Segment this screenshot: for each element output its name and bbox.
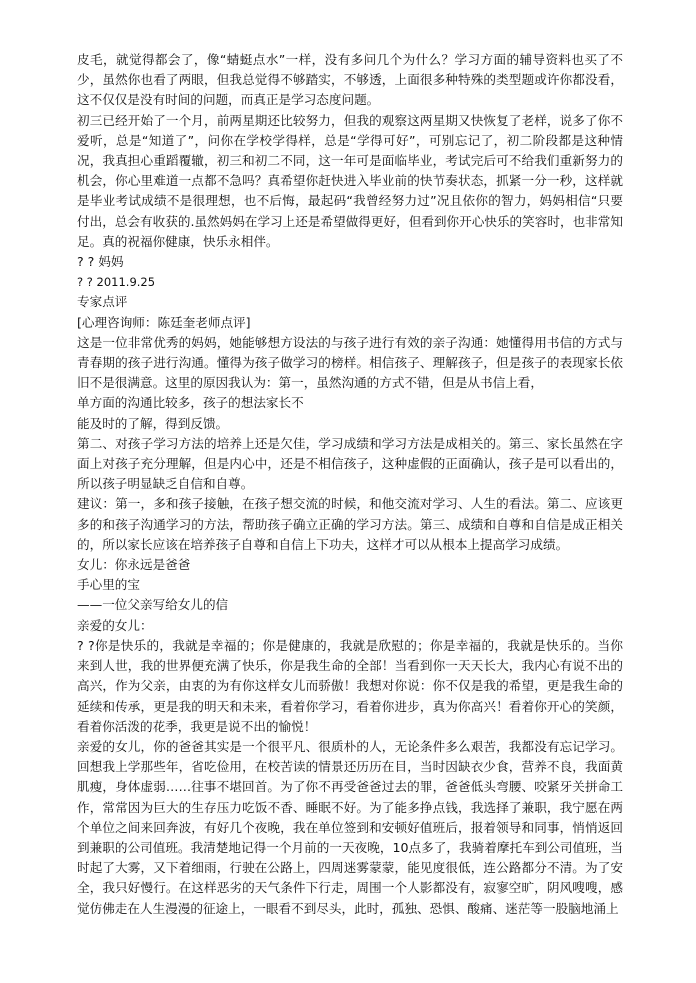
letter-title-line-1: 女儿：你永远是爸爸 <box>77 557 191 573</box>
expert-comment-heading: 专家点评 <box>77 294 128 310</box>
paragraph-father-joy: ? ?你是快乐的，我就是幸福的；你是健康的，我就是欣慰的；你是幸福的，我就是快乐的。当你来到人世，我的世界便充满了快乐，你是我生命的全部！当看到你一天天长大，我内心有说不出的高兴，作为父亲，由衷的为有你这样女儿而骄傲！我想对你说：你不仅是我的希望，更是我生命的延续和传承，更是我的明天和未来，看着你学习，看着你进步，真为你高兴！看着你开心的笑颜，看着你活泼的花季，我更是说不出的愉悦！ <box>77 637 623 734</box>
paragraph-comment-intro: 这是一位非常优秀的妈妈，她能够想方设法的与孩子进行有效的亲子沟通：她懂得用书信的方式与青春期的孩子进行沟通。懂得为孩子做学习的榜样。相信孩子、理解孩子，但是孩子的表现家长依旧不是很满意。这里的原因我认为：第一，虽然沟通的方式不错，但是从书信上看， <box>77 334 623 391</box>
paragraph-junior-three: 初三已经开始了一个月，前两星期还比较努力，但我的观察这两星期又快恢复了老样，说多了你不爱听，总是“知道了”，问你在学校学得样，总是“学得可好”，可别忘记了，初二阶段都是这种情况，我真担心重蹈覆辙，初三和初二不同，这一年可是面临毕业，考试完后可不给我们重新努力的机会，你心里难道一点都不急吗？真希望你赶快进入毕业前的快节奏状态，抓紧一分一秒，这样就是毕业考试成绩不是很理想，也不后悔，最起码“我曾经努力过”况且依你的智力，妈妈相信“只要付出，总会有收获的.虽然妈妈在学习上还是希望做得更好，但看到你开心快乐的笑容时，也非常知足。真的祝福你健康，快乐永相伴。 <box>77 112 623 249</box>
counselor-label: [心理咨询师：陈廷奎老师点评] <box>77 314 251 330</box>
letter-date: ? ? 2011.9.25 <box>77 275 156 290</box>
paragraph-suggestions: 建议：第一，多和孩子接触，在孩子想交流的时候，和他交流对学习、人生的看法。第二、应该更多的和孩子沟通学习的方法，帮助孩子确立正确的学习方法。第三、成绩和自尊和自信是成正相关的，所以家长应该在培养孩子自尊和自信上下功夫，这样才可以从根本上提高学习成绩。 <box>77 496 623 552</box>
paragraph-feedback: 能及时的了解，得到反馈。 <box>77 415 229 431</box>
paragraph-one-sided: 单方面的沟通比较多，孩子的想法家长不 <box>77 395 304 411</box>
signature-mother: ? ? 妈妈 <box>77 254 124 270</box>
paragraph-second-third-points: 第二、对孩子学习方法的培养上还是欠佳，学习成绩和学习方法是成相关的。第三、家长虽然在字面上对孩子充分理解，但是内心中，还是不相信孩子，这种虚假的正面确认，孩子是可以看出的，所以孩子明显缺乏自信和自尊。 <box>77 435 623 492</box>
document-page <box>77 50 623 919</box>
letter-subtitle: ——一位父亲写给女儿的信 <box>77 597 229 613</box>
paragraph-father-story: 亲爱的女儿，你的爸爸其实是一个很平凡、很质朴的人，无论条件多么艰苦，我都没有忘记学习。回想我上学那些年，省吃俭用，在校苦读的情景还历历在目，当时因缺衣少食，营养不良，我面黄肌瘦，身体虚弱……往事不堪回首。为了你不再受爸爸过去的罪，爸爸低头弯腰、咬紧牙关拼命工作，常常因为巨大的生存压力吃饭不香、睡眠不好。为了能多挣点钱，我选择了兼职，我宁愿在两个单位之间来回奔波，有好几个夜晚，我在单位签到和安顿好值班后，报着领导和同事，悄悄返回到兼职的公司值班。我清楚地记得一个月前的一天夜晚，10点多了，我骑着摩托车到公司值班，当时起了大雾，又下着细雨，行驶在公路上，四周迷雾蒙蒙，能见度很低，连公路都分不清。为了安全，我只好慢行。在这样恶劣的天气条件下行走，周围一个人影都没有，寂寥空旷，阴风嗖嗖，感觉仿佛走在人生漫漫的征途上，一眼看不到尽头，此时，孤独、恐惧、酸痛、迷茫等一股脑地涌上 <box>77 738 623 916</box>
letter-title-line-2: 手心里的宝 <box>77 577 140 593</box>
salutation: 亲爱的女儿： <box>77 617 153 633</box>
paragraph-study-attitude: 皮毛，就觉得都会了，像“蜻蜓点水”一样，没有多问几个为什么？学习方面的辅导资料也买了不少，虽然你也看了两眼，但我总觉得不够踏实，不够透，上面很多种特殊的类型题或许你都没看，这不仅仅是没有时间的问题，而真正是学习态度问题。 <box>77 52 623 108</box>
